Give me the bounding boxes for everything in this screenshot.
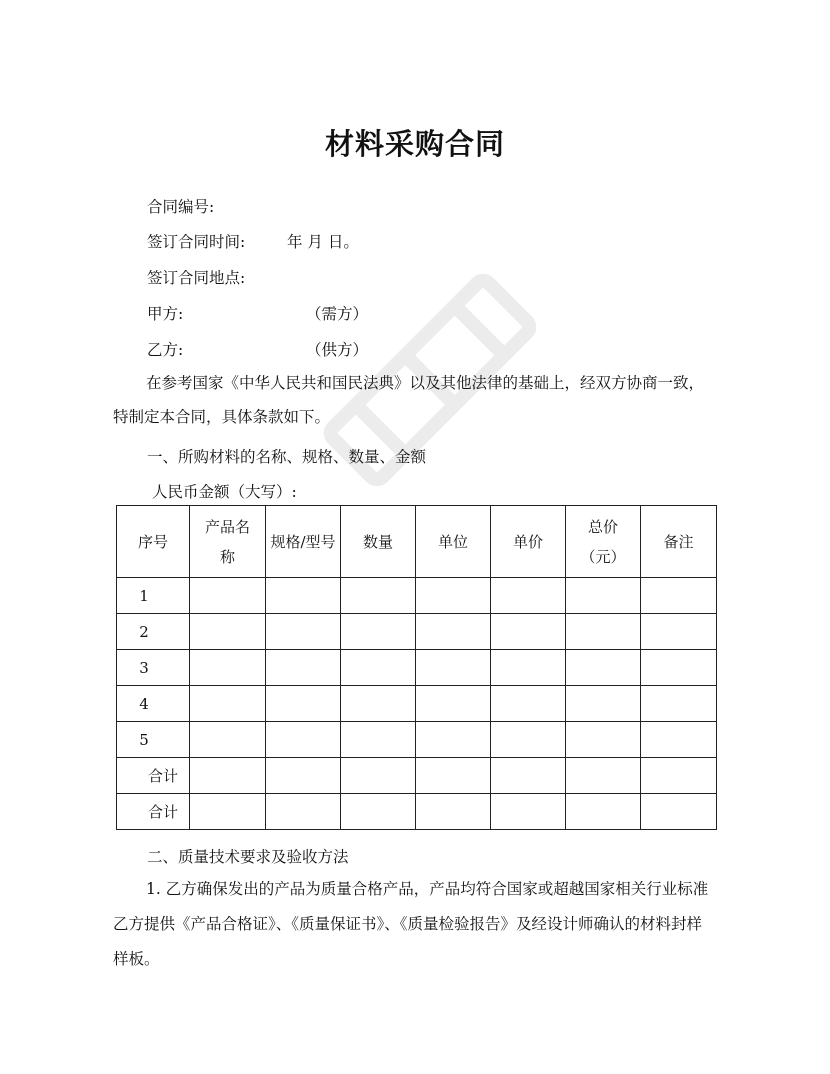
goods-table: [116, 505, 717, 830]
table-cell: [266, 722, 341, 758]
table-cell: [266, 614, 341, 650]
table-cell: [641, 758, 717, 794]
table-cell: [491, 614, 566, 650]
header-index: 序号: [117, 506, 190, 578]
table-cell: [641, 722, 717, 758]
party-b-label: 乙方:: [147, 341, 184, 359]
table-cell: [190, 650, 266, 686]
table-cell: [491, 758, 566, 794]
table-cell: [190, 722, 266, 758]
table-total-row: [117, 794, 717, 830]
table-row: [117, 650, 717, 686]
table-cell: [491, 650, 566, 686]
table-cell: [491, 722, 566, 758]
table-cell: [641, 686, 717, 722]
table-cell: [341, 686, 416, 722]
table-cell: [341, 722, 416, 758]
table-cell: [416, 758, 491, 794]
table-cell: [641, 794, 717, 830]
table-cell: [341, 578, 416, 614]
contract-number-field: 合同编号:: [147, 198, 215, 216]
header-remarks: 备注: [641, 506, 717, 578]
section1-heading: 一、所购材料的名称、规格、数量、金额: [147, 448, 427, 466]
table-cell: [416, 578, 491, 614]
sign-time-value: 年 月 日。: [287, 233, 359, 251]
table-cell: [566, 650, 641, 686]
table-cell: [491, 686, 566, 722]
rmb-amount-label: 人民币金额（大写）:: [152, 483, 297, 501]
table-cell: [266, 650, 341, 686]
table-cell: [190, 794, 266, 830]
party-b-role: （供方）: [306, 341, 369, 359]
header-spec-model: 规格/型号: [266, 506, 341, 578]
table-cell: [641, 614, 717, 650]
table-row: [117, 614, 717, 650]
header-unit: 单位: [416, 506, 491, 578]
header-total-price: 总价（元）: [566, 506, 641, 578]
table-cell: [641, 578, 717, 614]
table-total-row: [117, 758, 717, 794]
table-cell: [190, 758, 266, 794]
table-cell: [566, 794, 641, 830]
row-index: 3: [117, 650, 190, 686]
table-cell: [190, 578, 266, 614]
section2-item1-text: 1. 乙方确保发出的产品为质量合格产品，产品均符合国家或超越国家相关行业标准 乙方提供《产品合格证》、《质量保证书》、《质量检验报告》及经设计师确认的材料封样样板。: [113, 880, 709, 968]
row-index: 2: [117, 614, 190, 650]
table-cell: [491, 794, 566, 830]
total-label: 合计: [117, 794, 190, 830]
table-cell: [491, 578, 566, 614]
table-cell: [566, 722, 641, 758]
table-cell: [341, 650, 416, 686]
document-title: 材料采购合同: [324, 127, 505, 161]
row-index: 5: [117, 722, 190, 758]
total-label: 合计: [117, 758, 190, 794]
table-cell: [416, 650, 491, 686]
table-cell: [341, 794, 416, 830]
table-cell: [566, 614, 641, 650]
party-a-role: （需方）: [306, 305, 369, 323]
table-cell: [341, 758, 416, 794]
table-cell: [566, 578, 641, 614]
section2-heading: 二、质量技术要求及验收方法: [147, 848, 349, 866]
table-cell: [190, 686, 266, 722]
intro-text: 在参考国家《中华人民共和国民法典》以及其他法律的基础上，经双方协商一致，特制定本合同，具体条款如下。: [113, 374, 705, 426]
table-cell: [416, 614, 491, 650]
section2-item1: [113, 872, 713, 977]
table-header-row: [117, 506, 717, 578]
table-cell: [266, 578, 341, 614]
header-unit-price: 单价: [491, 506, 566, 578]
table-row: [117, 686, 717, 722]
row-index: 1: [117, 578, 190, 614]
table-cell: [341, 614, 416, 650]
table-cell: [190, 614, 266, 650]
table-cell: [641, 650, 717, 686]
intro-paragraph: [113, 366, 713, 434]
table-cell: [416, 722, 491, 758]
table-cell: [266, 794, 341, 830]
table-row: [117, 578, 717, 614]
row-index: 4: [117, 686, 190, 722]
party-a-label: 甲方:: [147, 305, 184, 323]
sign-time-label: 签订合同时间:: [147, 233, 246, 251]
table-cell: [416, 794, 491, 830]
table-row: [117, 722, 717, 758]
header-product-name: 产品名称: [190, 506, 266, 578]
header-quantity: 数量: [341, 506, 416, 578]
table-cell: [416, 686, 491, 722]
table-cell: [266, 686, 341, 722]
table-cell: [566, 758, 641, 794]
table-cell: [566, 686, 641, 722]
sign-place-field: 签订合同地点:: [147, 269, 246, 287]
table-cell: [266, 758, 341, 794]
